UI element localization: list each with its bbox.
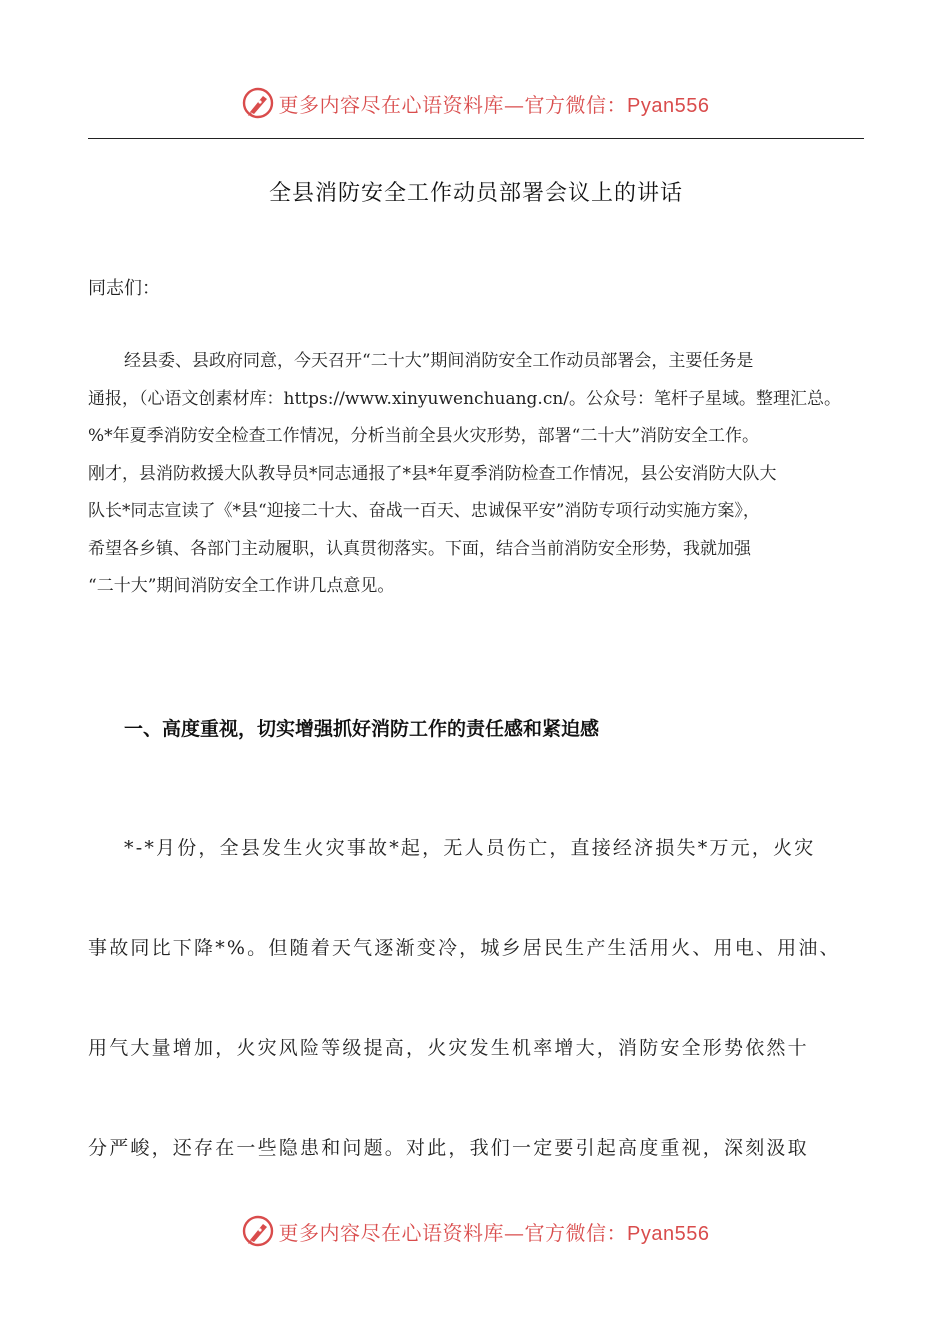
footer-banner-label: 更多内容尽在心语资料库—官方微信： bbox=[278, 1220, 628, 1245]
footer-banner-text bbox=[279, 1217, 710, 1246]
paragraph-line: %*年夏季消防安全检查工作情况，分析当前全县火灾形势，部署“二十大”消防安全工作。 bbox=[88, 426, 760, 446]
paragraph-line: 事故同比下降*%。但随着天气逐渐变冷，城乡居民生产生活用火、用电、用油、 bbox=[88, 937, 841, 959]
footer-wechat-id: Pyan556 bbox=[627, 1222, 710, 1245]
header-banner bbox=[0, 80, 950, 126]
section-heading: 一、高度重视，切实增强抓好消防工作的责任感和紧迫感 bbox=[124, 718, 600, 740]
paragraph-line: “二十大”期间消防安全工作讲几点意见。 bbox=[88, 576, 395, 596]
paragraph-line: 通报，（心语文创素材库：https://www.xinyuwenchuang.cn/。公众号：笔杆子星域。整理汇总。 bbox=[88, 388, 842, 409]
pen-nib-logo-icon bbox=[241, 86, 275, 120]
paragraph-line: 刚才，县消防救援大队教导员*同志通报了*县*年夏季消防检查工作情况，县公安消防大队大 bbox=[88, 463, 777, 484]
paragraph-intro bbox=[88, 343, 864, 606]
footer-banner bbox=[0, 1208, 950, 1254]
paragraph-line: 分严峻，还存在一些隐患和问题。对此，我们一定要引起高度重视，深刻汲取 bbox=[88, 1137, 809, 1159]
header-wechat-id: Pyan556 bbox=[627, 94, 710, 117]
paragraph-line: 队长*同志宣读了《*县“迎接二十大、奋战一百天、忠诚保平安”消防专项行动实施方案》， bbox=[88, 501, 760, 521]
document-title: 全县消防安全工作动员部署会议上的讲话 bbox=[268, 181, 683, 206]
header-divider bbox=[88, 138, 864, 139]
paragraph-fire-stats bbox=[88, 798, 864, 1198]
pen-nib-logo-icon bbox=[241, 1214, 275, 1248]
header-banner-text bbox=[279, 89, 710, 118]
paragraph-line: 用气大量增加，火灾风险等级提高，火灾发生机率增大，消防安全形势依然十 bbox=[88, 1037, 809, 1059]
paragraph-line: *-*月份，全县发生火灾事故*起，无人员伤亡，直接经济损失*万元，火灾 bbox=[124, 837, 816, 859]
salutation: 同志们： bbox=[88, 278, 160, 299]
header-banner-label: 更多内容尽在心语资料库—官方微信： bbox=[278, 92, 628, 117]
paragraph-line: 希望各乡镇、各部门主动履职，认真贯彻落实。下面，结合当前消防安全形势，我就加强 bbox=[88, 538, 751, 559]
paragraph-line: 经县委、县政府同意，今天召开“二十大”期间消防安全工作动员部署会，主要任务是 bbox=[124, 351, 754, 371]
